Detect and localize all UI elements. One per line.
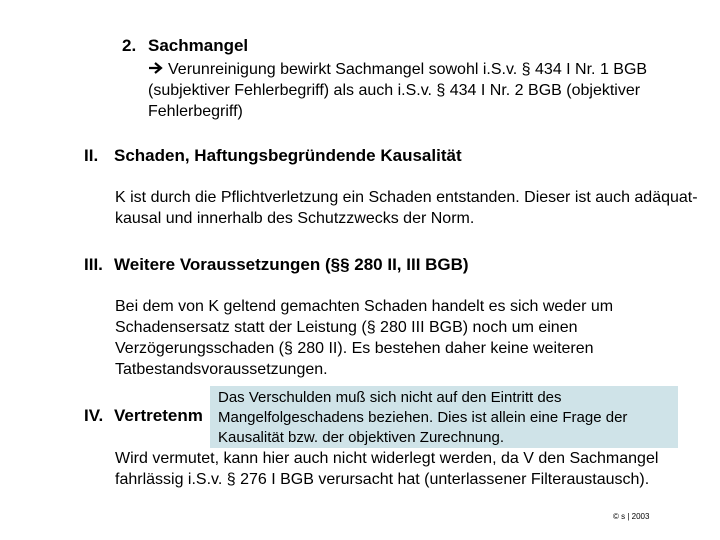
section-heading-weitere	[84, 255, 469, 275]
section-number: III.	[84, 255, 103, 274]
item-body	[148, 59, 708, 122]
section-text-weitere: Bei dem von K geltend gemachten Schaden handelt es sich weder um Schadensersatz statt der Leistung (§ 280 III BGB) noch um einen Verzögerungsschaden (§ 280 II). Es bestehen daher keine weiteren Tatbestandsvoraussetzungen.	[115, 298, 614, 378]
section-number: IV.	[84, 406, 104, 425]
section-number: II.	[84, 146, 99, 165]
item-title-sachmangel: Sachmangel	[148, 36, 249, 55]
item-body-text: Verunreinigung bewirkt Sachmangel sowohl i.S.v. § 434 I Nr. 1 BGB (subjektiver Fehlerbegriff) als auch i.S.v. § 434 I Nr. 2 BGB (objektiver Fehlerbegriff)	[148, 61, 648, 120]
section-title: Schaden, Haftungsbegründende Kausalität	[114, 146, 462, 165]
copyright-footer: © s | 2003	[613, 512, 650, 521]
section-heading-schaden	[84, 146, 462, 166]
item-number: 2.	[122, 36, 137, 55]
section-text-schaden: K ist durch die Pflichtverletzung ein Schaden entstanden. Dieser ist auch adäquat-kausal und innerhalb des Schutzzwecks der Norm.	[115, 189, 698, 227]
arrow-right-icon	[148, 59, 164, 80]
section-title: Vertretenm	[114, 406, 203, 425]
section-title: Weitere Voraussetzungen (§§ 280 II, III BGB)	[114, 255, 469, 274]
section-heading-vertretenmuessen	[84, 406, 203, 426]
section-text-vertretenmuessen: Wird vermutet, kann hier auch nicht widerlegt werden, da V den Sachmangel fahrlässig i.S.v. § 276 I BGB verursacht hat (unterlassener Filteraustausch).	[115, 450, 659, 488]
callout-note: Das Verschulden muß sich nicht auf den Eintritt des Mangelfolgeschadens beziehen. Dies ist allein eine Frage der Kausalität bzw. der objektiven Zurechnung.	[210, 386, 678, 448]
